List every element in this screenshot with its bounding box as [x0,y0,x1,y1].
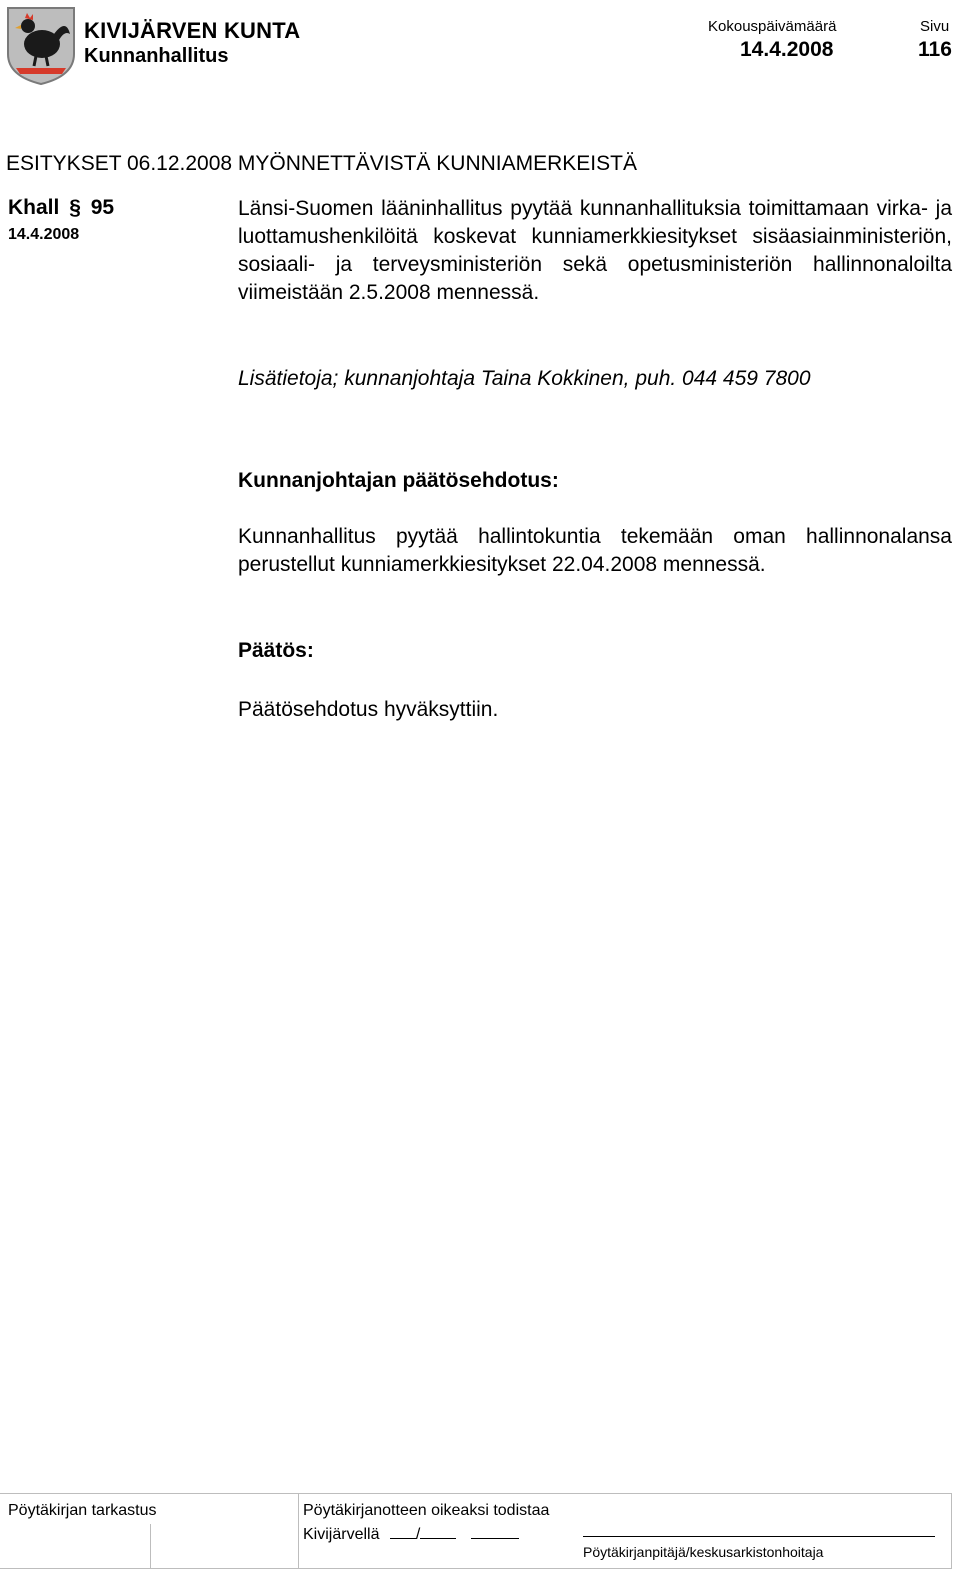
coat-of-arms-logo [4,4,78,86]
day-blank [390,1524,416,1539]
org-unit: Kunnanhallitus [84,45,229,67]
meeting-date: 14.4.2008 [740,38,834,61]
proposal-text: Kunnanhallitus pyytää hallintokuntia tekemään oman hallinnonalansa perustellut kunniamerkkiesitykset 22.04.2008 mennessä. [238,525,952,576]
review-label: Pöytäkirjan tarkastus [8,1502,157,1519]
org-name: KIVIJÄRVEN KUNTA [84,18,301,43]
signature-line [583,1536,935,1537]
month-blank [420,1524,456,1539]
section-date: 14.4.2008 [8,226,80,243]
footer-signature-box [0,1493,952,1569]
footer-divider [951,1494,952,1568]
certify-label: Pöytäkirjanotteen oikeaksi todistaa [303,1502,550,1519]
section-board: Khall [8,196,60,219]
section-identifier [8,196,114,220]
contact-info: Lisätietoja; kunnanjohtaja Taina Kokkinen, puh. 044 459 7800 [238,367,811,390]
decision-text: Päätösehdotus hyväksyttiin. [238,698,499,721]
page-label: Sivu [920,18,950,35]
decision-heading: Päätös: [238,639,314,662]
place-date-line [303,1524,519,1544]
year-blank [471,1524,519,1539]
page-number: 116 [918,38,952,61]
intro-paragraph: Länsi-Suomen lääninhallitus pyytää kunnanhallituksia toimittamaan virka- ja luottamushenkilöitä koskevat kunniamerkkiesitykset sisäasiainministeriön, sosiaali- ja terveysministeriön sekä opetusministeriön hallinnonaloilta viimeistään 2.5.2008 mennessä. [238,197,952,304]
proposal-heading: Kunnanjohtajan päätösehdotus: [238,469,559,492]
place-name: Kivijärvellä [303,1526,380,1543]
footer-divider [150,1524,151,1568]
keeper-label: Pöytäkirjanpitäjä/keskusarkistonhoitaja [583,1544,824,1560]
section-symbol: § [69,196,81,219]
footer-divider [298,1494,299,1568]
meeting-date-label: Kokouspäivämäärä [708,18,837,35]
document-title: ESITYKSET 06.12.2008 MYÖNNETTÄVISTÄ KUNNIAMERKEISTÄ [6,152,637,175]
section-number: 95 [90,196,115,219]
date-separator: / [415,1526,421,1543]
